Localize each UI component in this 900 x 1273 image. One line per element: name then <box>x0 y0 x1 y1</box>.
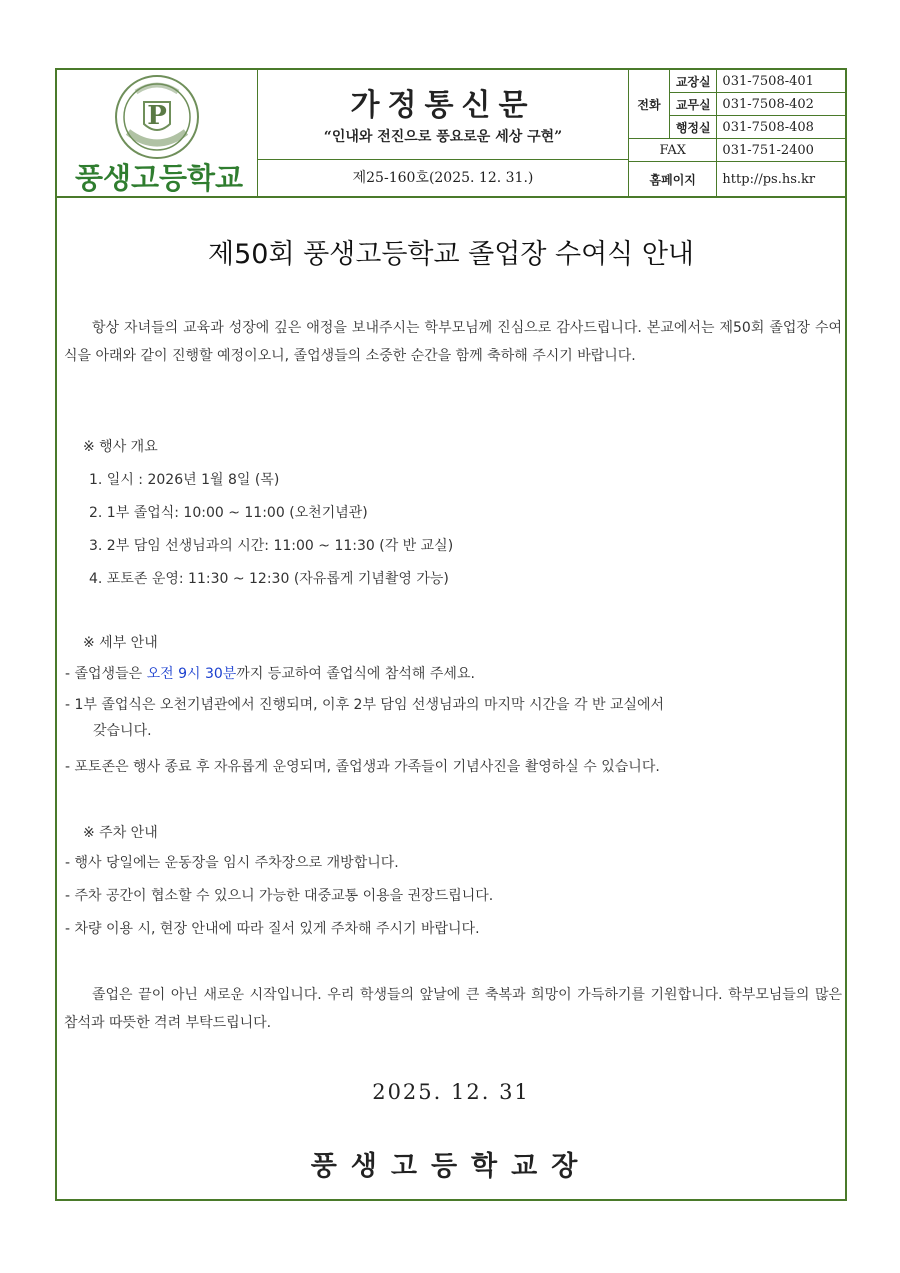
parking-item: - 주차 공간이 협소할 수 있으니 가능한 대중교통 이용을 권장드립니다. <box>65 888 494 904</box>
newsletter-frame <box>55 68 847 1201</box>
homepage-label: 홈페이지 <box>629 162 717 197</box>
details-item1-prefix: - 졸업생들은 <box>65 666 147 682</box>
intro-paragraph <box>64 314 842 370</box>
title-top <box>258 70 628 160</box>
phone-number-admin: 031-7508-408 <box>717 116 847 139</box>
details-item2-line2: 갖습니다. <box>93 723 152 739</box>
details-title: ※ 세부 안내 <box>83 635 158 651</box>
homepage-link[interactable]: http://ps.hs.kr <box>717 162 847 197</box>
parking-item: - 차량 이용 시, 현장 안내에 따라 질서 있게 주차해 주시기 바랍니다. <box>65 921 480 937</box>
phone-number-academic: 031-7508-402 <box>717 93 847 116</box>
svg-text:P: P <box>147 101 167 131</box>
closing-text: 졸업은 끝이 아닌 새로운 시작입니다. 우리 학생들의 앞날에 큰 축복과 희망이 가득하기를 기원합니다. 학부모님들의 많은 참석과 따뜻한 격려 부탁드립니다. <box>64 987 842 1031</box>
details-item: - 포토존은 행사 종료 후 자유롭게 운영되며, 졸업생과 가족들이 기념사진을 촬영하실 수 있습니다. <box>65 759 660 775</box>
closing-paragraph <box>64 981 842 1037</box>
details-item <box>65 661 841 687</box>
intro-text: 항상 자녀들의 교육과 성장에 깊은 애정을 보내주시는 학부모님께 진심으로 감사드립니다. 본교에서는 제50회 졸업장 수여식을 아래와 같이 진행할 예정이오니, 졸업생들의 소중한 순간을 함께 축하해 주시기 바랍니다. <box>64 320 842 364</box>
fax-number: 031-751-2400 <box>717 139 847 162</box>
details-item1-suffix: 까지 등교하여 졸업식에 참석해 주세요. <box>236 666 475 682</box>
fax-label: FAX <box>629 139 717 162</box>
overview-title: ※ 행사 개요 <box>83 439 158 455</box>
parking-title: ※ 주차 안내 <box>83 825 158 841</box>
newsletter-title: 가정통신문 <box>350 88 536 123</box>
title-cell <box>258 70 629 196</box>
phone-number-principal: 031-7508-401 <box>717 70 847 93</box>
overview-item: 1. 일시 : 2026년 1월 8일 (목) <box>89 472 280 488</box>
newsletter-header <box>57 70 845 198</box>
document-title: 제50회 풍생고등학교 졸업장 수여식 안내 <box>208 239 694 270</box>
school-seal-icon <box>114 74 200 160</box>
school-logo-name: 풍생고등학교 <box>74 161 244 195</box>
document-date: 2025. 12. 31 <box>372 1080 530 1104</box>
logo-cell <box>57 70 258 196</box>
overview-item: 4. 포토존 운영: 11:30 ~ 12:30 (자유롭게 기념촬영 가능) <box>89 571 449 587</box>
phone-label-academic: 교무실 <box>670 93 717 116</box>
school-motto: “인내와 전진으로 풍요로운 세상 구현” <box>323 129 563 145</box>
overview-item: 2. 1부 졸업식: 10:00 ~ 11:00 (오천기념관) <box>89 505 368 521</box>
overview-item: 3. 2부 담임 선생님과의 시간: 11:00 ~ 11:30 (각 반 교실) <box>89 538 454 554</box>
phone-group-label: 전화 <box>629 70 670 139</box>
details-item2-line1: - 1부 졸업식은 오천기념관에서 진행되며, 이후 2부 담임 선생님과의 마지막 시간을 각 반 교실에서 <box>65 697 665 713</box>
phone-label-principal: 교장실 <box>670 70 717 93</box>
parking-item: - 행사 당일에는 운동장을 임시 주차장으로 개방합니다. <box>65 855 399 871</box>
issue-number: 제25-160호(2025. 12. 31.) <box>352 170 534 186</box>
phone-label-admin: 행정실 <box>670 116 717 139</box>
principal-signature: 풍생고등학교장 <box>310 1151 592 1182</box>
details-item <box>65 692 841 744</box>
contact-table <box>629 70 847 196</box>
arrival-time-highlight: 오전 9시 30분 <box>146 666 237 682</box>
